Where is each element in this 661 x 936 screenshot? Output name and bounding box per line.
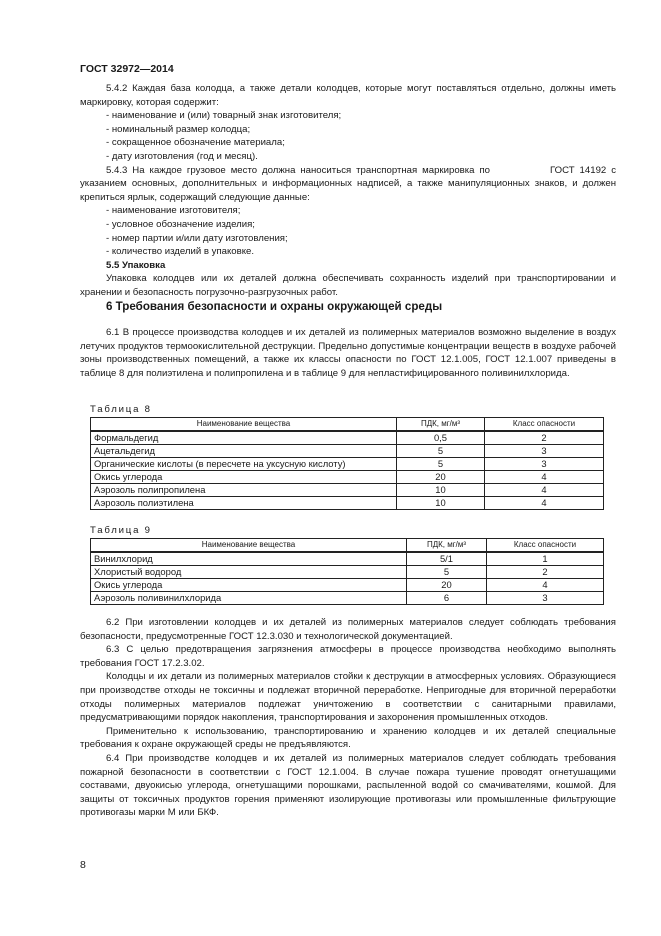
table-header: ПДК, мг/м³ [407,539,487,553]
section-6-intro [80,326,616,380]
table-cell: 3 [487,592,604,605]
list-item: - номинальный размер колодца; [106,123,251,135]
table-row [91,497,604,510]
table-header: ПДК, мг/м³ [397,418,485,432]
table-cell: Органические кислоты (в пересчете на уксусную кислоту) [91,458,397,471]
table-row [91,471,604,484]
table-cell: 0,5 [397,431,485,445]
table-9-caption: Таблица 9 [90,525,152,536]
table-row [91,579,604,592]
table-header: Наименование вещества [91,418,397,432]
paragraph-5-4-3 [80,164,616,205]
list-item: - условное обозначение изделия; [106,218,255,230]
table-header: Наименование вещества [91,539,407,553]
table-cell: 4 [485,484,604,497]
table-cell: 5/1 [407,552,487,566]
table-cell: Аэрозоль поливинилхлорида [91,592,407,605]
table-cell: 1 [487,552,604,566]
list-item: - сокращенное обозначение материала; [106,137,285,149]
table-cell: 5 [397,445,485,458]
paragraph-5-4-3-start: 5.4.3 На каждое грузовое место должна наноситься транспортная маркировка по [106,164,490,176]
table-8-caption: Таблица 8 [90,404,152,415]
page-number: 8 [80,859,86,871]
table-cell: 20 [397,471,485,484]
paragraph-6-2: 6.2 При изготовлении колодцев и их деталей из полимерных материалов следует соблюдать требования безопасности, предусмотренные ГОСТ 12.3.030 и технологической документацией. [80,617,616,642]
table-row [91,484,604,497]
table-row [91,458,604,471]
table-cell: 2 [487,566,604,579]
table-cell: Формальдегид [91,431,397,445]
paragraph-5-4-3-rest: ГОСТ 14192 с указанием основных, дополнительных и информационных надписей, а также манипуляционных знаков, и должен крепиться ярлык, содержащий следующие данные: [80,164,616,203]
table-cell: Ацетальдегид [91,445,397,458]
paragraph-5-4-2: 5.4.2 Каждая база колодца, а также детали колодцев, которые могут поставляться отдельно, должны иметь маркировку, которая содержит: [80,83,616,108]
table-header: Класс опасности [485,418,604,432]
document-header: ГОСТ 32972—2014 [80,63,174,75]
list-item: - количество изделий в упаковке. [106,246,255,258]
section-6-text [80,616,616,820]
table-cell: 4 [485,497,604,510]
table-row [91,445,604,458]
table-cell: 5 [407,566,487,579]
table-cell: Окись углерода [91,579,407,592]
table-cell: Винилхлорид [91,552,407,566]
table-cell: Хлористый водород [91,566,407,579]
list-item: - номер партии и/или дату изготовления; [106,232,288,244]
table-cell: 4 [487,579,604,592]
table-cell: 10 [397,497,485,510]
table-cell: 3 [485,458,604,471]
table-cell: 20 [407,579,487,592]
table-cell: Аэрозоль полиэтилена [91,497,397,510]
table-cell: Аэрозоль полипропилена [91,484,397,497]
section-6-heading: 6 Требования безопасности и охраны окружающей среды [106,300,443,313]
table-cell: 5 [397,458,485,471]
table-8 [90,417,604,510]
paragraph-6-3-waste: Колодцы и их детали из полимерных материалов стойки к деструкции в атмосферных условиях. Образующиеся при производстве отходы не токсичны и подлежат вторичной переработке. Непригодные для вторичной переработки отходы полимерных материалов подлежат уничтожению в соответствии с санитарными правилами, предусматривающими порядок накопления, транспортирования и захоронения промышленных отходов. [80,671,616,724]
table-row [91,592,604,605]
list-item: - дату изготовления (год и месяц). [106,150,258,162]
table-cell: 3 [485,445,604,458]
table-cell: 10 [397,484,485,497]
table-cell: Окись углерода [91,471,397,484]
paragraph-6-4: 6.4 При производстве колодцев и их деталей из полимерных материалов следует соблюдать требования пожарной безопасности в соответствии с ГОСТ 12.1.004. В случае пожара тушение проводят огнетушащими составами, двуокисью углерода, огнетушащими порошками, распыленной водой со смачивателями, кошмой. Для защиты от токсичных продуктов горения применяют изолирующие противогазы или промышленные фильтрующие противогазы марки М или БКФ. [80,752,616,819]
list-item: - наименование изготовителя; [106,205,241,217]
paragraph-6-3-storage: Применительно к использованию, транспортированию и хранению колодцев и их деталей специальные требования к охране окружающей среды не предъявляются. [80,725,616,751]
table-cell: 2 [485,431,604,445]
table-row [91,431,604,445]
paragraph-6-3: 6.3 С целью предотвращения загрязнения атмосферы в процессе производства необходимо выполнять требования ГОСТ 17.2.3.02. [80,644,616,669]
table-cell: 4 [485,471,604,484]
table-cell: 6 [407,592,487,605]
table-row [91,566,604,579]
table-9 [90,538,604,605]
list-item: - наименование и (или) товарный знак изготовителя; [106,110,342,122]
paragraph-5-5: Упаковка колодцев или их деталей должна обеспечивать сохранность изделий при транспортировании и хранении и безопасность погрузочно-разгрузочных работ. [80,273,616,298]
table-header: Класс опасности [487,539,604,553]
paragraph-6-1: 6.1 В процессе производства колодцев и их деталей из полимерных материалов возможно выделение в воздух летучих продуктов термоокислительной деструкции. Предельно допустимые концентрации веществ в воздухе рабочей зоны производственных помещений, а также их классы опасности по ГОСТ 12.1.005, ГОСТ 12.1.007 приведены в таблице 8 для полиэтилена и полипропилена и в таблице 9 для непластифицированного поливинилхлорида. [80,327,616,379]
section-5-text [80,82,616,300]
subsection-5-5-heading: 5.5 Упаковка [106,259,166,271]
table-row [91,552,604,566]
